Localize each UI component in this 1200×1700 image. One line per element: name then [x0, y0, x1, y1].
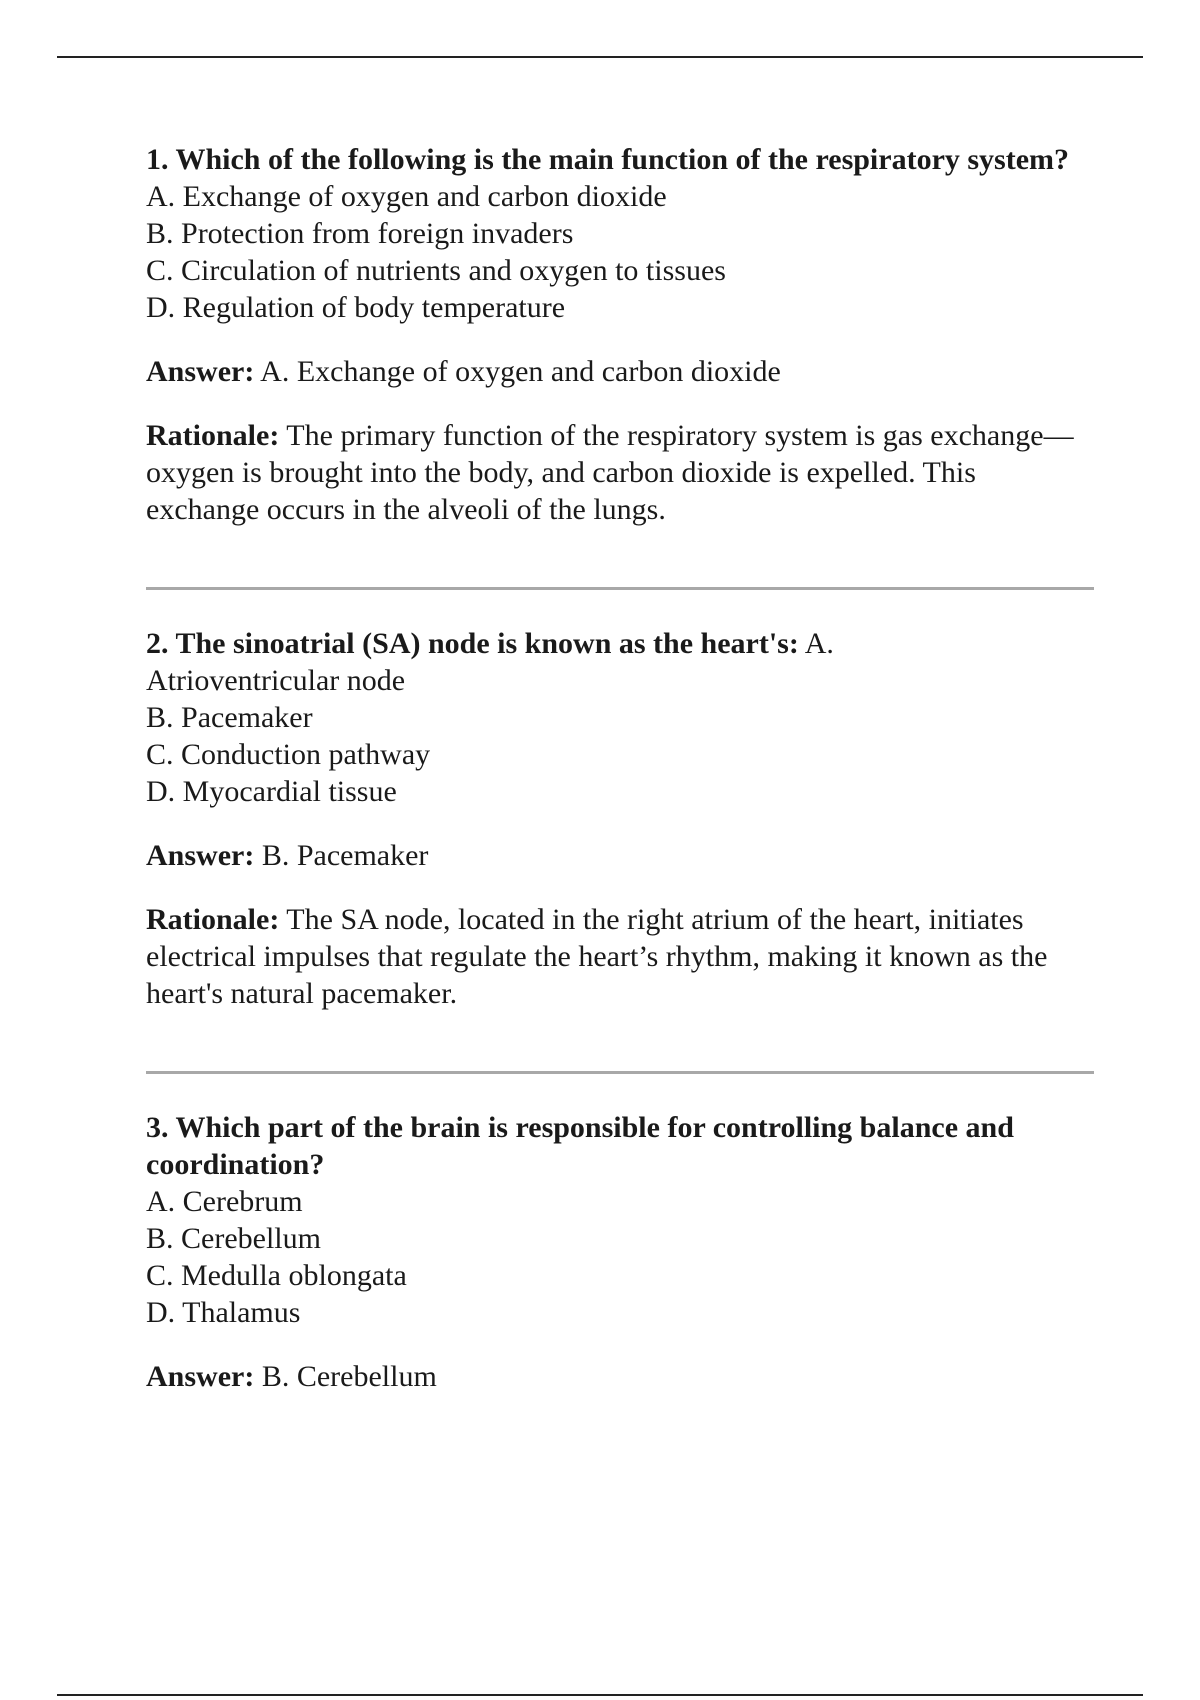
section-divider — [146, 1071, 1094, 1074]
question-3-option-d: D. Thalamus — [146, 1296, 301, 1329]
section-divider — [146, 587, 1094, 590]
answer-text: B. Pacemaker — [261, 839, 429, 872]
question-1-answer — [146, 353, 1094, 390]
question-2 — [146, 625, 1094, 1012]
question-2-stem — [146, 625, 1094, 662]
question-2-option-a: Atrioventricular node — [146, 664, 406, 697]
question-3-option-c: C. Medulla oblongata — [146, 1259, 407, 1292]
question-2-title: 2. The sinoatrial (SA) node is known as the heart's: — [146, 627, 799, 660]
question-1 — [146, 141, 1094, 528]
footer-rule — [57, 1694, 1143, 1696]
question-2-option-b: B. Pacemaker — [146, 701, 313, 734]
question-3-option-b: B. Cerebellum — [146, 1222, 321, 1255]
document-body — [146, 141, 1094, 1395]
question-1-option-a: A. Exchange of oxygen and carbon dioxide — [146, 180, 667, 213]
question-1-option-c: C. Circulation of nutrients and oxygen to tissues — [146, 254, 726, 287]
question-3-answer — [146, 1358, 1094, 1395]
question-1-option-d: D. Regulation of body temperature — [146, 291, 566, 324]
header-rule — [57, 56, 1143, 58]
answer-label: Answer: — [146, 1360, 255, 1393]
answer-label: Answer: — [146, 839, 255, 872]
rationale-label: Rationale: — [146, 419, 280, 452]
answer-label: Answer: — [146, 355, 255, 388]
answer-text: B. Cerebellum — [261, 1360, 437, 1393]
question-2-option-d: D. Myocardial tissue — [146, 775, 397, 808]
rationale-text: The primary function of the respiratory system is gas exchange—oxygen is brought into the body, and carbon dioxide is expelled. This exchange occurs in the alveoli of the lungs. — [146, 419, 1074, 526]
question-1-rationale — [146, 417, 1094, 528]
question-1-stem — [146, 141, 1094, 178]
question-3 — [146, 1109, 1094, 1395]
question-2-answer — [146, 837, 1094, 874]
question-2-rationale — [146, 901, 1094, 1012]
question-3-option-a: A. Cerebrum — [146, 1185, 303, 1218]
question-2-option-c: C. Conduction pathway — [146, 738, 431, 771]
question-1-option-b: B. Protection from foreign invaders — [146, 217, 574, 250]
answer-text: A. Exchange of oxygen and carbon dioxide — [260, 355, 781, 388]
rationale-text: The SA node, located in the right atrium of the heart, initiates electrical impulses that regulate the heart’s rhythm, making it known as the heart's natural pacemaker. — [146, 903, 1048, 1010]
rationale-label: Rationale: — [146, 903, 280, 936]
question-3-title: 3. Which part of the brain is responsible for controlling balance and coordination? — [146, 1111, 1014, 1181]
question-2-option-a-prefix: A. — [804, 627, 834, 660]
question-3-stem — [146, 1109, 1094, 1183]
question-1-title: 1. Which of the following is the main function of the respiratory system? — [146, 143, 1070, 176]
